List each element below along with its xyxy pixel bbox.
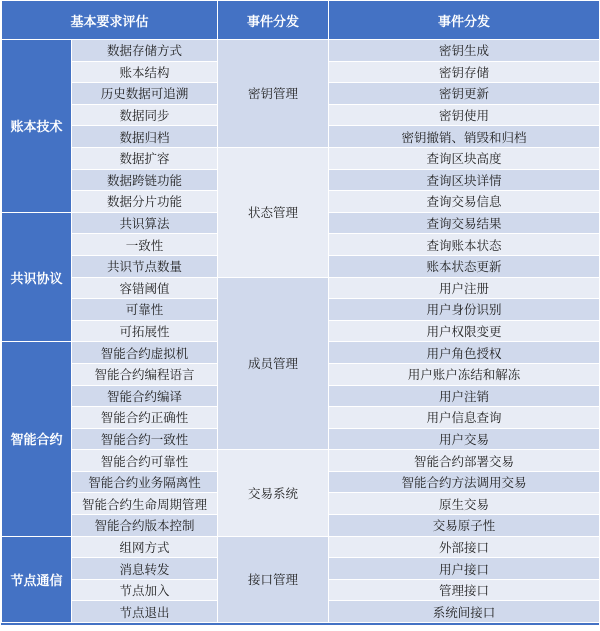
- event-cell: 密钥撤销、销毁和归档: [329, 126, 600, 148]
- event-cell: 查询区块详情: [329, 169, 600, 191]
- event-cell: 用户注销: [329, 385, 600, 407]
- event-cell: 用户身份识别: [329, 299, 600, 321]
- category-smart-contract: 智能合约: [2, 342, 72, 536]
- requirement-cell: 数据归档: [72, 126, 218, 148]
- event-cell: 账本状态更新: [329, 255, 600, 277]
- group-key-management: 密钥管理: [218, 40, 329, 148]
- event-cell: 密钥存储: [329, 61, 600, 83]
- event-cell: 用户信息查询: [329, 407, 600, 429]
- group-member-management: 成员管理: [218, 277, 329, 450]
- category-ledger: 账本技术: [2, 40, 72, 213]
- event-cell: 用户注册: [329, 277, 600, 299]
- requirement-cell: 数据分片功能: [72, 191, 218, 213]
- group-transaction-system: 交易系统: [218, 450, 329, 536]
- event-cell: 管理接口: [329, 579, 600, 601]
- event-cell: 用户角色授权: [329, 342, 600, 364]
- event-cell: 外部接口: [329, 536, 600, 558]
- group-state-management: 状态管理: [218, 147, 329, 277]
- requirement-cell: 一致性: [72, 234, 218, 256]
- requirement-cell: 组网方式: [72, 536, 218, 558]
- event-cell: 系统间接口: [329, 601, 600, 623]
- event-cell: 用户权限变更: [329, 320, 600, 342]
- group-interface-management: 接口管理: [218, 536, 329, 622]
- category-consensus: 共识协议: [2, 212, 72, 342]
- event-cell: 查询账本状态: [329, 234, 600, 256]
- event-cell: 交易原子性: [329, 515, 600, 537]
- requirement-cell: 智能合约编译: [72, 385, 218, 407]
- requirement-cell: 消息转发: [72, 558, 218, 580]
- event-cell: 查询区块高度: [329, 147, 600, 169]
- table-row: [2, 40, 600, 62]
- table-bottom-border: [1, 623, 599, 625]
- event-cell: 用户账户冻结和解冻: [329, 363, 600, 385]
- requirement-cell: 容错阈值: [72, 277, 218, 299]
- table-row: [2, 147, 600, 169]
- requirement-cell: 智能合约编程语言: [72, 363, 218, 385]
- requirement-cell: 智能合约生命周期管理: [72, 493, 218, 515]
- event-cell: 用户接口: [329, 558, 600, 580]
- requirement-cell: 智能合约正确性: [72, 407, 218, 429]
- header-row: [2, 1, 600, 40]
- event-cell: 用户交易: [329, 428, 600, 450]
- requirement-cell: 数据扩容: [72, 147, 218, 169]
- requirement-cell: 智能合约可靠性: [72, 450, 218, 472]
- requirements-table: [1, 0, 600, 623]
- table-row: [2, 536, 600, 558]
- requirement-cell: 可拓展性: [72, 320, 218, 342]
- requirement-cell: 共识算法: [72, 212, 218, 234]
- table-row: [2, 450, 600, 472]
- requirement-cell: 智能合约业务隔离性: [72, 471, 218, 493]
- requirement-cell: 节点退出: [72, 601, 218, 623]
- event-cell: 查询交易结果: [329, 212, 600, 234]
- event-cell: 智能合约部署交易: [329, 450, 600, 472]
- header-requirements: 基本要求评估: [2, 1, 218, 40]
- event-cell: 密钥更新: [329, 83, 600, 105]
- requirement-cell: 共识节点数量: [72, 255, 218, 277]
- header-event: 事件分发: [329, 1, 600, 40]
- requirement-cell: 智能合约版本控制: [72, 515, 218, 537]
- requirement-cell: 数据存储方式: [72, 40, 218, 62]
- requirement-cell: 可靠性: [72, 299, 218, 321]
- requirement-cell: 节点加入: [72, 579, 218, 601]
- header-event-group: 事件分发: [218, 1, 329, 40]
- event-cell: 原生交易: [329, 493, 600, 515]
- table-row: [2, 277, 600, 299]
- requirement-cell: 账本结构: [72, 61, 218, 83]
- event-cell: 密钥使用: [329, 104, 600, 126]
- event-cell: 智能合约方法调用交易: [329, 471, 600, 493]
- category-node-communication: 节点通信: [2, 536, 72, 622]
- requirement-cell: 智能合约虚拟机: [72, 342, 218, 364]
- requirement-cell: 数据同步: [72, 104, 218, 126]
- event-cell: 查询交易信息: [329, 191, 600, 213]
- requirement-cell: 数据跨链功能: [72, 169, 218, 191]
- event-cell: 密钥生成: [329, 40, 600, 62]
- requirement-cell: 历史数据可追溯: [72, 83, 218, 105]
- requirement-cell: 智能合约一致性: [72, 428, 218, 450]
